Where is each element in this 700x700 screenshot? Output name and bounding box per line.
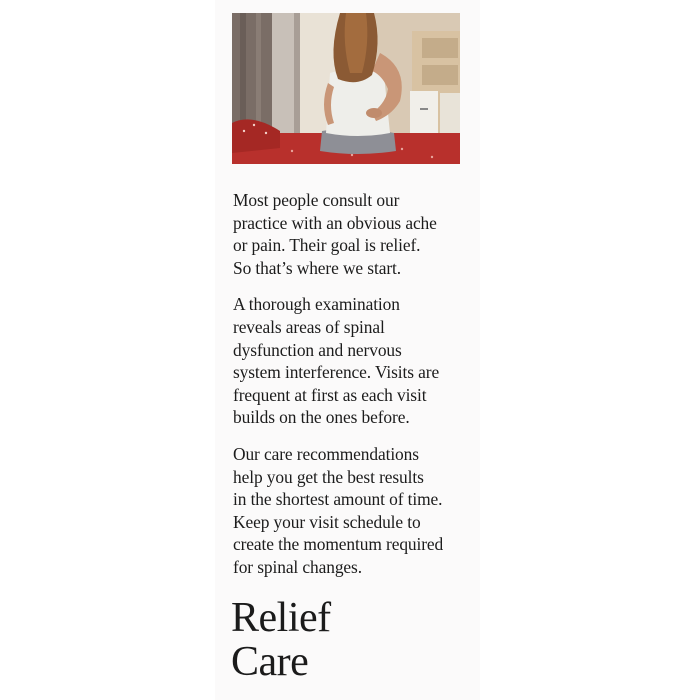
body-text <box>233 189 478 593</box>
title-line-2: Care <box>231 639 309 685</box>
paragraph-relief-goal: Most people consult our practice with an obvious ache or pain. Their goal is relief. So that’s where we start. <box>233 190 437 278</box>
paragraph-recommendations: Our care recommendations help you get the best results in the shortest amount of time. Keep your visit schedule to create the momentum required for spinal changes. <box>233 443 444 577</box>
woman-back-pain-photo <box>232 13 460 164</box>
title-line-1: Relief <box>231 595 331 641</box>
paragraph-examination: A thorough examination reveals areas of spinal dysfunction and nervous system interference. Visits are frequent at first as each visit builds on the ones before. <box>233 294 440 428</box>
page-title <box>231 596 331 684</box>
